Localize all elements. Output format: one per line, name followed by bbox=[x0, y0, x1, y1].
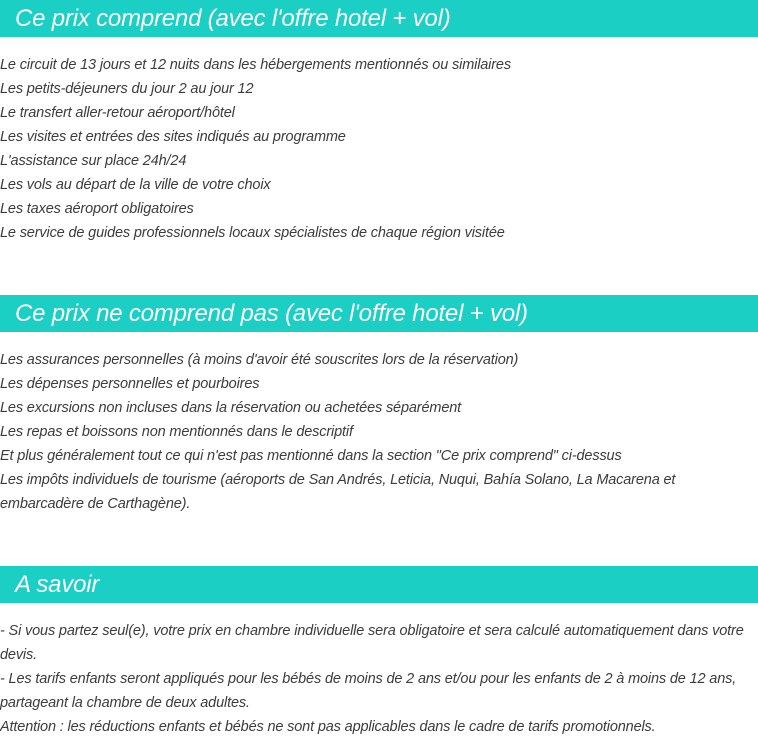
section-title: A savoir bbox=[15, 570, 100, 598]
excludes-list bbox=[0, 348, 758, 516]
section-price-includes bbox=[0, 0, 758, 245]
section-title: Ce prix ne comprend pas (avec l'offre hotel + vol) bbox=[15, 299, 528, 327]
list-item: Le transfert aller-retour aéroport/hôtel bbox=[0, 105, 235, 121]
list-item: Les dépenses personnelles et pourboires bbox=[0, 376, 260, 392]
list-item: Attention : les réductions enfants et bébés ne sont pas applicables dans le cadre de tarifs promotionnels. bbox=[0, 719, 656, 735]
list-item: Les visites et entrées des sites indiqués au programme bbox=[0, 129, 346, 145]
includes-list bbox=[0, 53, 758, 245]
list-item: Les taxes aéroport obligatoires bbox=[0, 201, 194, 217]
section-a-savoir bbox=[0, 566, 758, 739]
list-item: Le service de guides professionnels locaux spécialistes de chaque région visitée bbox=[0, 225, 505, 241]
section-header-includes bbox=[0, 0, 758, 37]
list-item: - Les tarifs enfants seront appliqués pour les bébés de moins de 2 ans et/ou pour les enfants de 2 à moins de 12 ans, partageant la chambre de deux adultes. bbox=[0, 671, 737, 711]
section-header-excludes bbox=[0, 295, 758, 332]
list-item: Le circuit de 13 jours et 12 nuits dans les hébergements mentionnés ou similaires bbox=[0, 57, 511, 73]
list-item: Les excursions non incluses dans la réservation ou achetées séparément bbox=[0, 400, 462, 416]
list-item: - Si vous partez seul(e), votre prix en chambre individuelle sera obligatoire et sera calculé automatiquement dans votre devis. bbox=[0, 623, 744, 663]
list-item: Les vols au départ de la ville de votre choix bbox=[0, 177, 271, 193]
list-item: Les petits-déjeuners du jour 2 au jour 12 bbox=[0, 81, 254, 97]
list-item: Et plus généralement tout ce qui n'est pas mentionné dans la section "Ce prix comprend" ci-dessus bbox=[0, 448, 622, 464]
list-item: L'assistance sur place 24h/24 bbox=[0, 153, 187, 169]
section-header-a-savoir bbox=[0, 566, 758, 603]
list-item: Les impôts individuels de tourisme (aéroports de San Andrés, Leticia, Nuqui, Bahía Solano, La Macarena et embarcadère de Carthagène). bbox=[0, 472, 676, 512]
section-price-excludes bbox=[0, 295, 758, 516]
section-title: Ce prix comprend (avec l'offre hotel + vol) bbox=[15, 4, 451, 32]
list-item: Les assurances personnelles (à moins d'avoir été souscrites lors de la réservation) bbox=[0, 352, 519, 368]
list-item: Les repas et boissons non mentionnés dans le descriptif bbox=[0, 424, 353, 440]
a-savoir-list bbox=[0, 619, 758, 739]
